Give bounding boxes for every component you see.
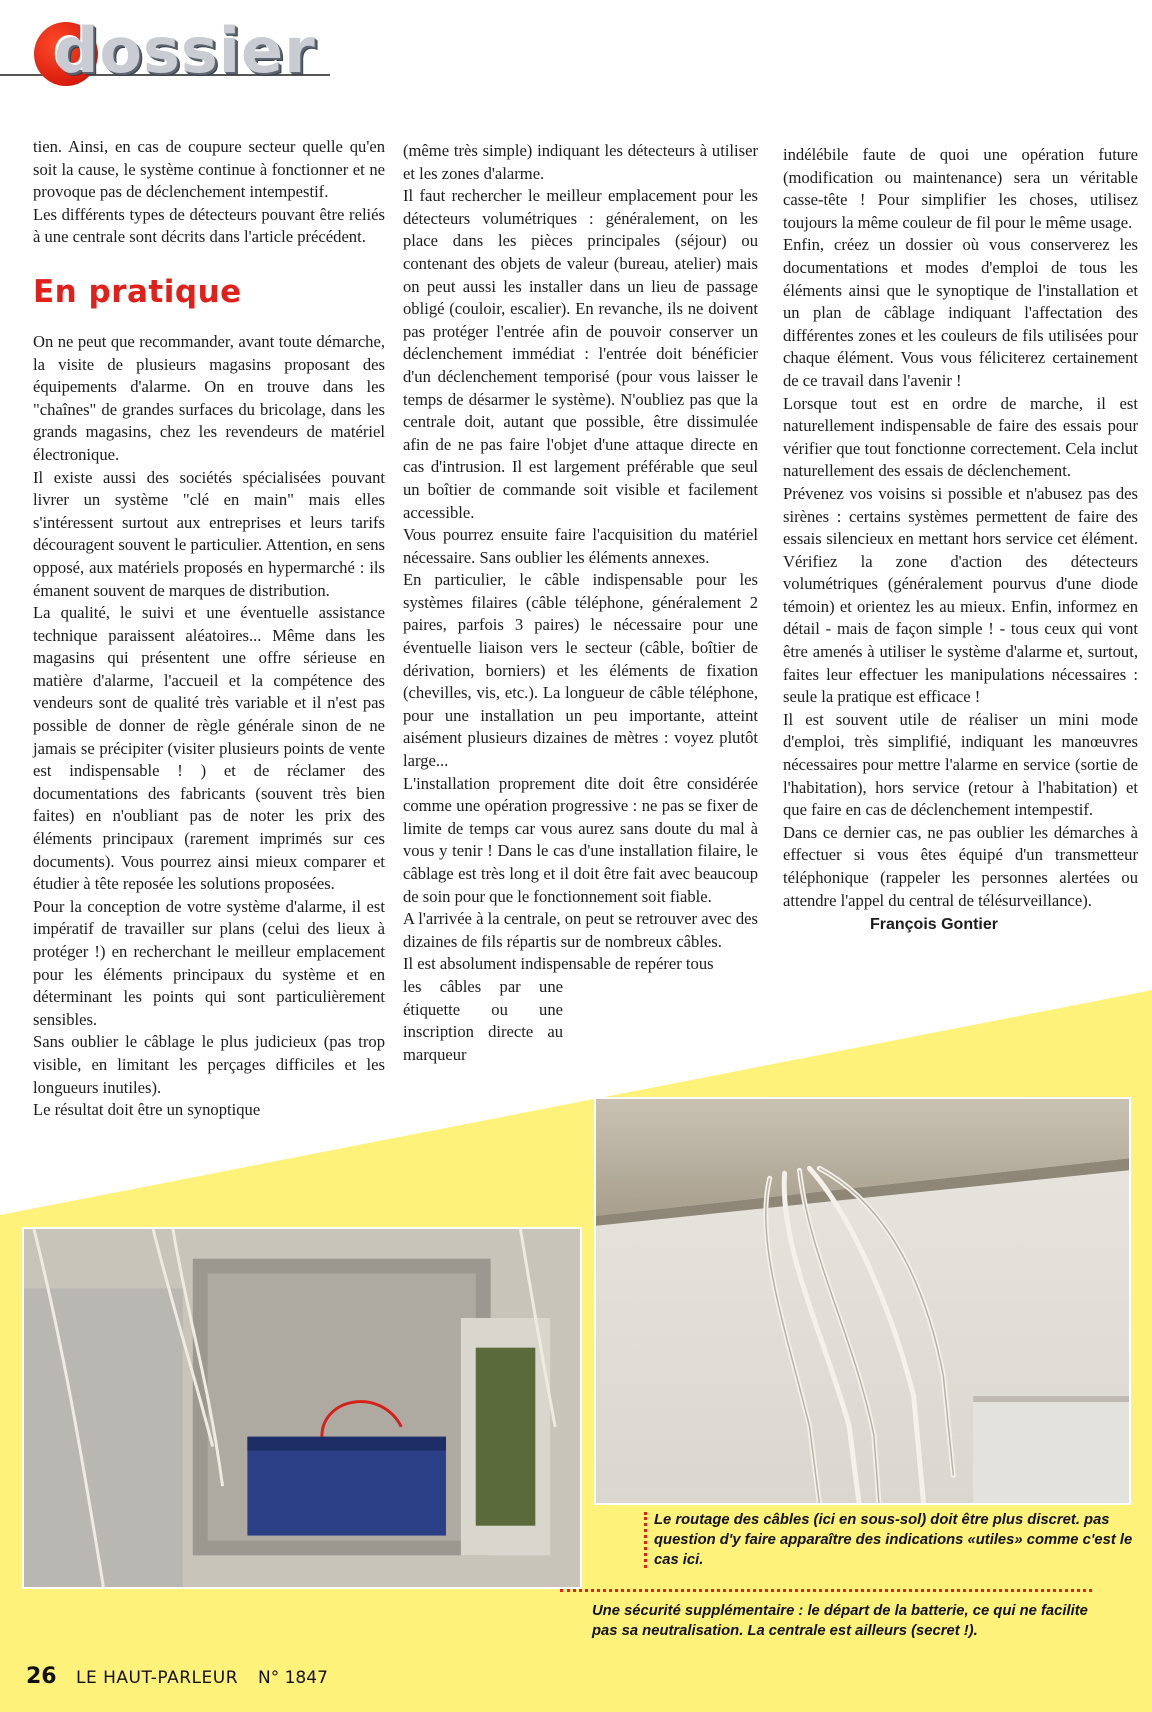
author-signature: François Gontier [869, 916, 998, 934]
column-1 [33, 136, 385, 1122]
paragraph: A l'arrivée à la centrale, on peut se retrouver avec des dizaines de fils répartis sur de nombreux câbles. [403, 909, 758, 951]
paragraph: L'installation proprement dite doit être considérée comme une opération progressive : ne pas se fixer de limite de temps car vous aurez sans doute du mal à vous y tenir ! Dans le cas d'une installation filaire, le câblage est très long et il doit être fait avec beaucoup de soin pour que le fonctionnement soit fiable. [403, 773, 758, 906]
column-2 [403, 140, 758, 1066]
paragraph: Il faut rechercher le meilleur emplacement pour les détecteurs volumétriques : généralement, on les place dans les pièces principales (séjour) ou contenant des objets de valeur (bureau, atelier) mais on peut aussi les installer dans un lieu de passage obligé (couloir, escalier). En revanche, ils ne doivent pas protéger l'entrée afin de pouvoir conserver un déclenchement immédiat : l'entrée doit bénéficier d'un déclenchement temporisé (pour vous laisser le temps de désarmer le système). N'oubliez pas que la centrale doit, autant que possible, être dissimulée afin de ne pas faire l'objet d'une attaque directe en cas d'intrusion. Il est largement préférable que seul un boîtier de commande soit visible et facilement accessible. [403, 186, 758, 522]
paragraph: Il est souvent utile de réaliser un mini mode d'emploi, très simplifié, indiquant les manœuvres nécessaires pour mettre l'alarme en service (sortie de l'habitation), hors service (retour à l'habitation) et que faire en cas de déclenchement intempestif. [783, 709, 1138, 820]
magazine-name: LE HAUT-PARLEUR [76, 1668, 239, 1688]
paragraph: Pour la conception de votre système d'alarme, il est impératif de travailler sur plans (celui des lieux à protéger !) en recherchant le meilleur emplacement pour les éléments principaux du système et en déterminant les points qui sont particulièrement sensibles. [33, 896, 385, 1029]
paragraph: les câbles par une étiquette ou une inscription directe au marqueur [403, 976, 563, 1064]
cables-photo [594, 1097, 1131, 1505]
paragraph: Prévenez vos voisins si possible et n'abusez pas des sirènes : certains systèmes permettent de faire des essais silencieux en mettant hors service cet élément. Vérifiez la zone d'action des détecteurs volumétriques (généralement pourvus d'une diode témoin) et orientez les au mieux. Enfin, informez en détail - mais de façon simple ! - tous ceux qui vont être amenés à utiliser le système d'alarme et, surtout, faites leur effectuer les manipulations nécessaires : seule la pratique est efficace ! [783, 483, 1138, 707]
section-logo: dossier [54, 14, 316, 87]
paragraph: Il est absolument indispensable de repérer tous [403, 954, 714, 974]
paragraph: Enfin, créez un dossier où vous conserverez les documentations et modes d'emploi de tous les éléments ainsi que le synoptique de l'installation et un plan de câblage indiquant l'affectation des différentes zones et les couleurs de fils utilisées pour chaque élément. Vous vous féliciterez certainement de ce travail dans l'avenir ! [783, 235, 1138, 390]
caption-divider [560, 1589, 1092, 1592]
page-number: 26 [26, 1664, 57, 1689]
photo-caption: Une sécurité supplémentaire : le départ de la batterie, ce qui ne facilite pas sa neutralisation. La centrale est ailleurs (secret !). [592, 1603, 1088, 1639]
paragraph: La qualité, le suivi et une éventuelle assistance technique paraissent aléatoires... Même dans les magasins qui présentent une offre sérieuse en matière d'alarme, l'accueil et la compétence des vendeurs sont de qualité très variable et il n'est pas possible de donner de règle générale sinon de ne jamais se précipiter (visiter plusieurs points de vente est indispensable ! ) et de réclamer des documentations des fabricants (souvent très bien faites) en n'oubliant pas de noter les prix des éléments principaux (rarement imprimés sur ces documents). Vous pourrez ainsi mieux comparer et étudier à tête reposée les solutions proposées. [33, 603, 385, 894]
section-title: En pratique [33, 273, 242, 310]
paragraph: On ne peut que recommander, avant toute démarche, la visite de plusieurs magasins proposant des équipements d'alarme. On en trouve dans les "chaînes" de grandes surfaces du bricolage, dans les grands magasins, chez les revendeurs de matériel électronique. [33, 331, 385, 464]
alarm-box-photo [22, 1227, 582, 1589]
paragraph: Vous pourrez ensuite faire l'acquisition du matériel nécessaire. Sans oublier les éléments annexes. [403, 525, 758, 567]
photo-caption: Le routage des câbles (ici en sous-sol) doit être plus discret. pas question d'y faire apparaître des indications «utiles» comme c'est le cas ici. [644, 1510, 1144, 1570]
paragraph: En particulier, le câble indispensable pour les systèmes filaires (câble téléphone, généralement 2 paires, parfois 3 paires) le nécessaire pour une éventuelle liaison vers le secteur (câble, boîtier de dérivation, borniers) et les éléments de fixation (chevilles, vis, etc.). La longueur de câble téléphone, pour une installation un peu importante, atteint aisément plusieurs dizaines de mètres : voyez plutôt large... [403, 570, 758, 771]
paragraph: Le résultat doit être un synoptique [33, 1100, 261, 1120]
paragraph: Dans ce dernier cas, ne pas oublier les démarches à effectuer si vous êtes équipé d'un transmetteur téléphonique (rappeler les personnes alertées ou attendre l'appel du central de télésurveillance). [783, 822, 1138, 910]
paragraph: Sans oublier le câblage le plus judicieux (pas trop visible, en limitant les perçages difficiles et les longueurs inutiles). [33, 1032, 385, 1097]
paragraph: (même très simple) indiquant les détecteurs à utiliser et les zones d'alarme. [403, 141, 758, 183]
issue-number: N° 1847 [258, 1668, 328, 1688]
column-3 [783, 144, 1138, 937]
paragraph: Les différents types de détecteurs pouvant être reliés à une centrale sont décrits dans l'article précédent. [33, 204, 385, 247]
paragraph: Il existe aussi des sociétés spécialisées pouvant livrer un système "clé en main" mais elles s'intéressent surtout aux entreprises et leurs tarifs découragent souvent le particulier. Attention, en sens opposé, aux matériels proposés en hypermarché : ils émanent souvent de marques de distribution. [33, 467, 385, 600]
paragraph: indélébile faute de quoi une opération future (modification ou maintenance) sera un véritable casse-tête ! Pour simplifier les choses, utilisez toujours la même couleur de fil pour le même usage. [783, 145, 1138, 232]
paragraph: Lorsque tout est en ordre de marche, il est naturellement indispensable de faire des essais pour vérifier que tout fonctionne correctement. Cela inclut naturellement des essais de déclenchement. [783, 393, 1138, 481]
paragraph: tien. Ainsi, en cas de coupure secteur quelle qu'en soit la cause, le système continue à fonctionner et ne provoque pas de déclenchement intempestif. [33, 137, 385, 202]
